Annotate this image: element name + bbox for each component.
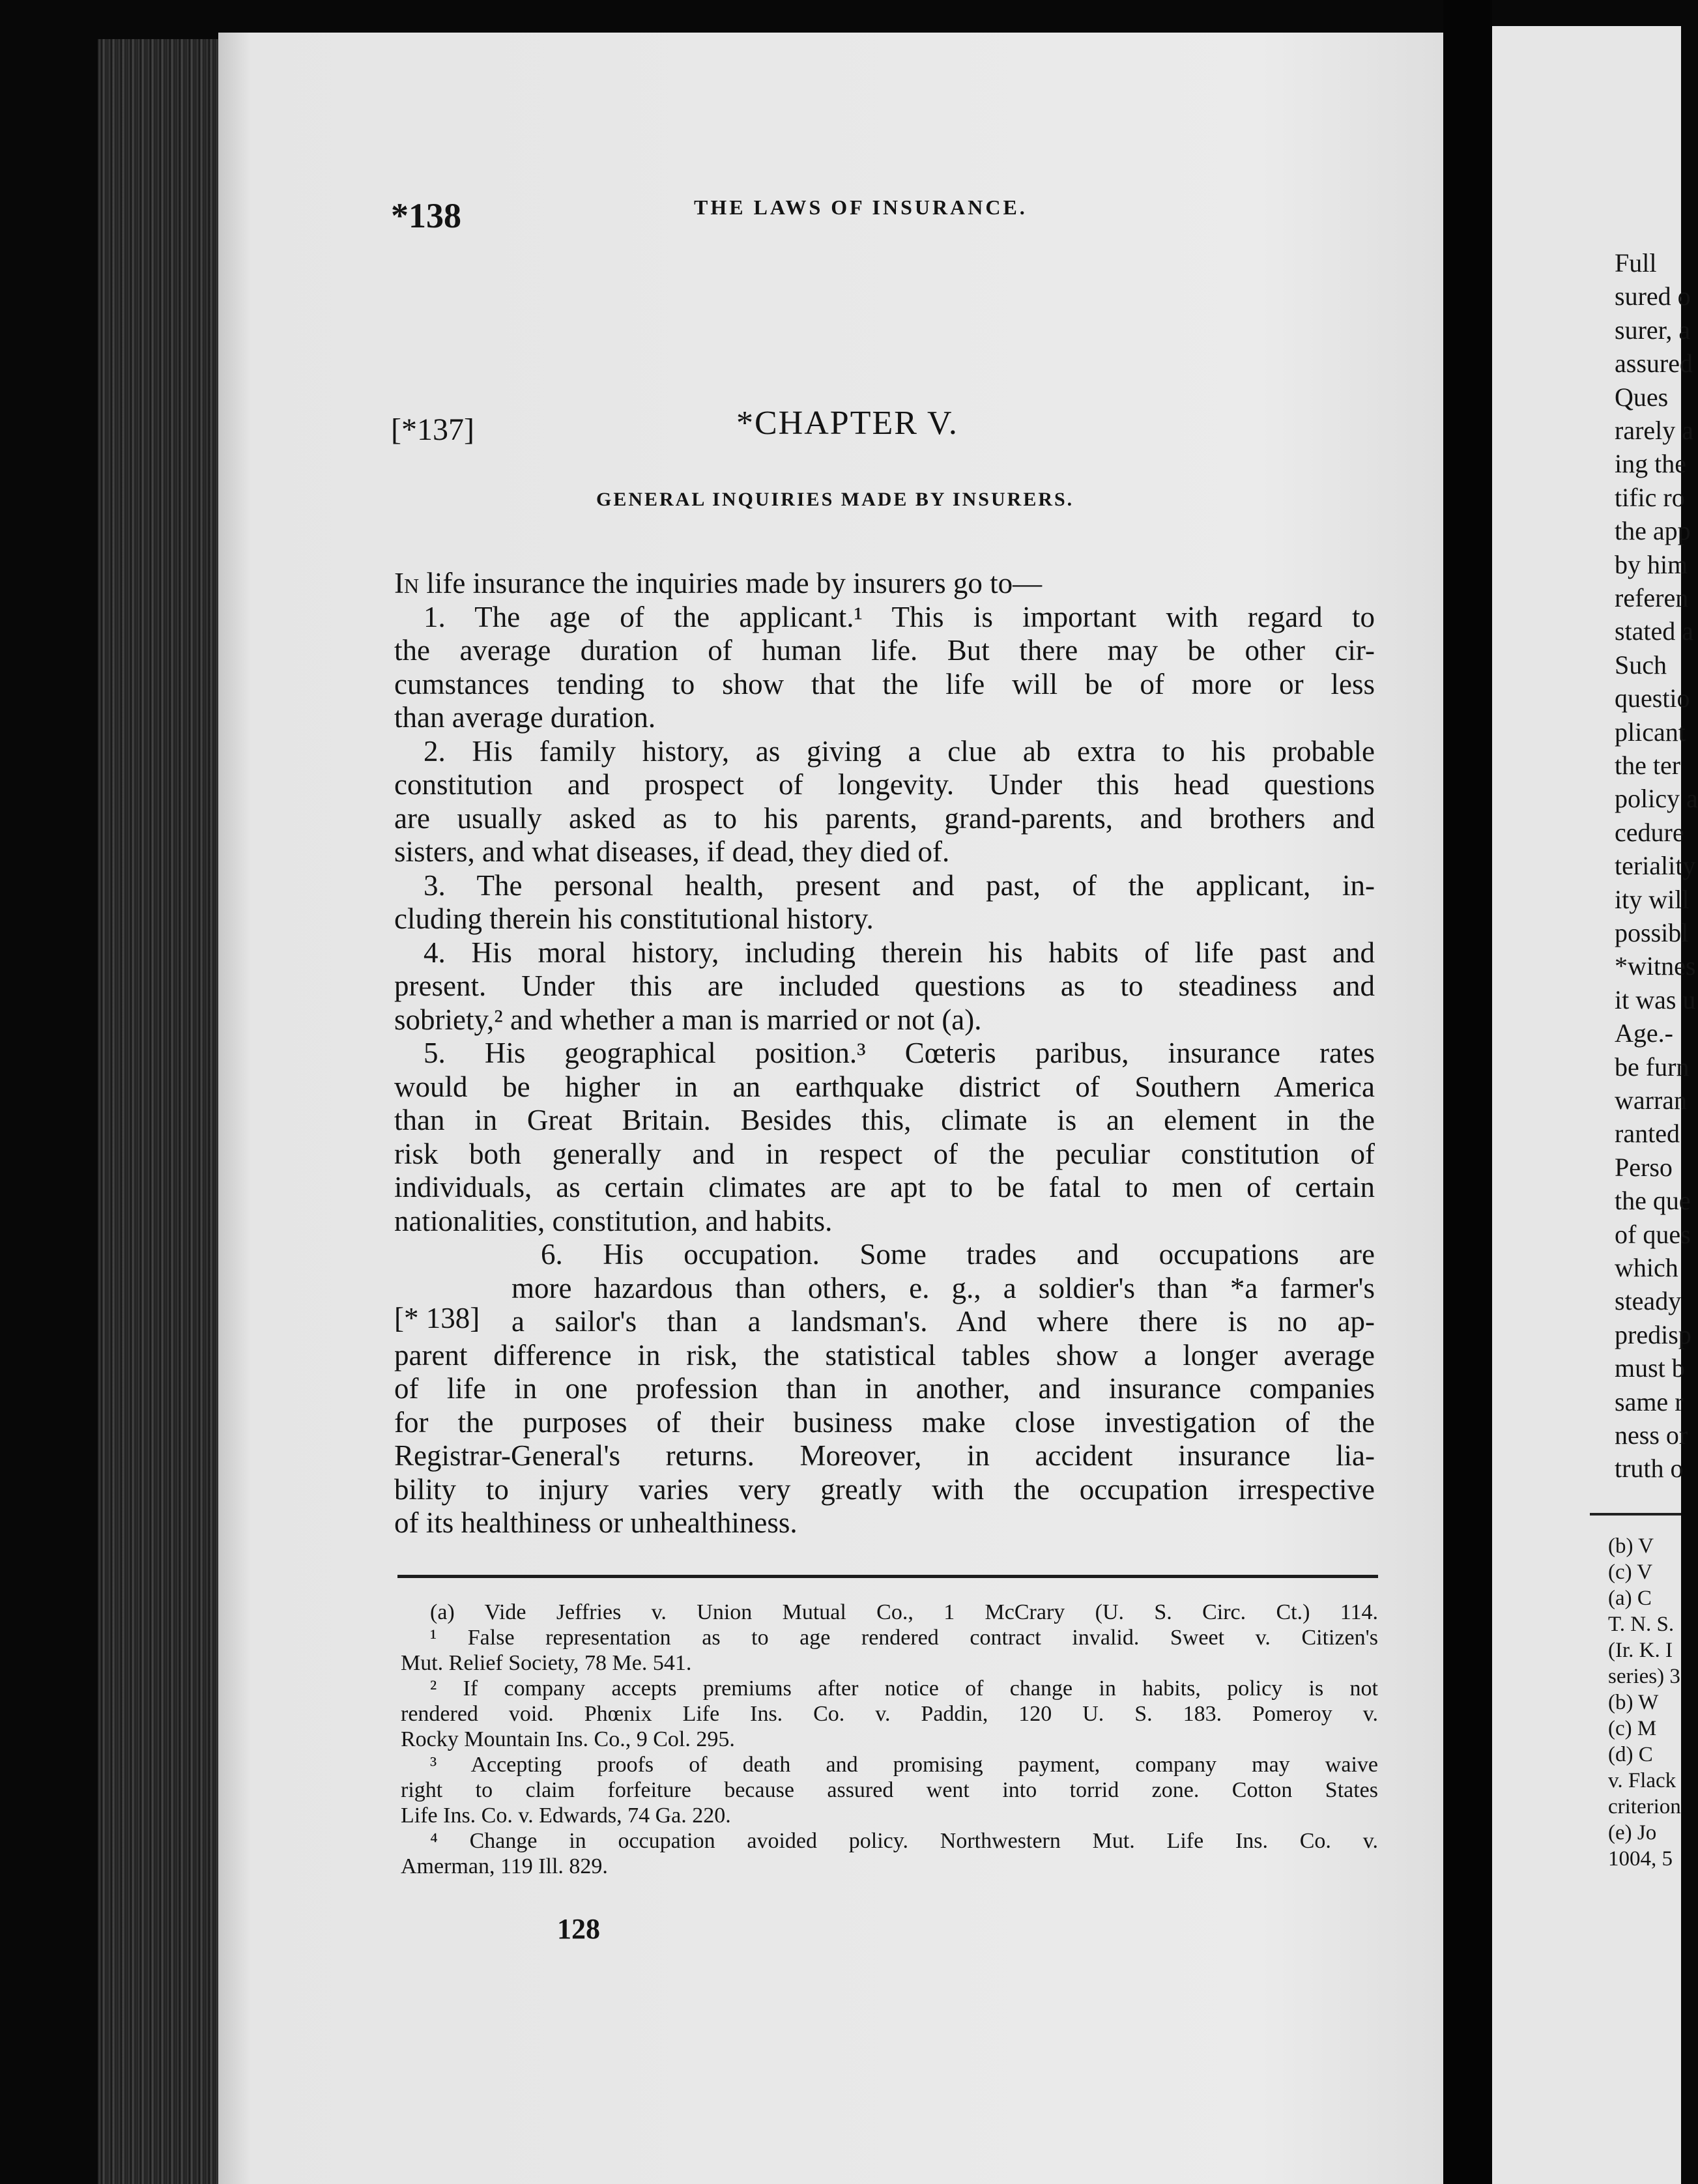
body-line: sobriety,² and whether a man is married or not (a). (394, 1003, 982, 1036)
footnote-line: ¹ False representation as to age rendered contract invalid. Sweet v. Citizen's (430, 1626, 1378, 1650)
body-line: 1. The age of the applicant.¹ This is important with regard to (424, 600, 1375, 633)
footnote-line: (a) Vide Jeffries v. Union Mutual Co., 1 McCrary (U. S. Circ. Ct.) 114. (430, 1600, 1378, 1624)
right-page-line: policy a (1615, 784, 1698, 814)
body-line: than average duration. (394, 701, 656, 734)
right-page-line: questio (1615, 683, 1690, 713)
footnote-line: ³ Accepting proofs of death and promising payment, company may waive (430, 1753, 1378, 1777)
body-line: cluding therein his constitutional history. (394, 902, 874, 935)
right-page-line: plicant (1615, 717, 1686, 747)
body-line: risk both generally and in respect of the peculiar constitution of (394, 1137, 1375, 1170)
right-page-line: must b (1615, 1353, 1685, 1383)
right-page-footnote-rule (1590, 1513, 1681, 1516)
right-page-line: rarely a (1615, 416, 1694, 445)
right-page-line: by him (1615, 549, 1688, 579)
footnote-line: right to claim forfeiture because assured went into torrid zone. Cotton States (401, 1778, 1378, 1802)
right-page-footnote-line: (d) C (1608, 1743, 1653, 1766)
body-line: individuals, as certain climates are apt to be fatal to men of certain (394, 1171, 1375, 1203)
right-page-line: sured o (1615, 281, 1691, 311)
right-page-line: ing the (1615, 449, 1686, 479)
page-number: 128 (557, 1913, 600, 1945)
body-line: 5. His geographical position.³ Cœteris paribus, insurance rates (424, 1037, 1375, 1069)
footnote-line: Mut. Relief Society, 78 Me. 541. (401, 1651, 692, 1675)
right-page-line: assured (1615, 349, 1693, 379)
right-page-footnote-line: series) 3 (1608, 1665, 1680, 1688)
footnote-line: ² If company accepts premiums after notice of change in habits, policy is not (430, 1676, 1378, 1701)
right-page-line: teriality (1615, 851, 1696, 881)
right-page-line: ity will (1615, 884, 1690, 914)
right-page-line: predisp (1615, 1319, 1691, 1349)
right-page-footnote-line: (e) Jo (1608, 1821, 1657, 1845)
body-line: than in Great Britain. Besides this, climate is an element in the (394, 1104, 1375, 1136)
right-page-footnote-line: (Ir. K. I (1608, 1639, 1673, 1662)
body-text (394, 567, 1375, 1540)
body-line: sisters, and what diseases, if dead, they died of. (394, 835, 950, 868)
footnote-line: Rocky Mountain Ins. Co., 9 Col. 295. (401, 1727, 735, 1751)
page-gutter (1443, 0, 1492, 2184)
running-head-folio: *138 (391, 196, 461, 235)
right-page-line: the ter (1615, 751, 1681, 780)
right-page-line: tific ro (1615, 482, 1685, 512)
body-line: for the purposes of their business make close investigation of the (394, 1405, 1375, 1439)
book-binding-edge (98, 39, 225, 2184)
right-page-footnote-line: (b) V (1608, 1534, 1654, 1558)
body-line: In life insurance the inquiries made by insurers go to— (394, 567, 1043, 599)
right-page-line: the que (1615, 1186, 1691, 1216)
body-line: 6. His occupation. Some trades and occupations are (541, 1238, 1375, 1271)
right-page-line: referen (1615, 583, 1689, 612)
footnote-rule (397, 1575, 1378, 1578)
right-page-line: warran (1615, 1085, 1688, 1115)
right-page-line: Such (1615, 650, 1667, 680)
body-line: of its healthiness or unhealthiness. (394, 1506, 798, 1539)
body-line: present. Under this are included questions as to steadiness and (394, 970, 1375, 1002)
body-line: Registrar-General's returns. Moreover, in accident insurance lia- (394, 1439, 1375, 1472)
body-line: 4. His moral history, including therein his habits of life past and (424, 936, 1375, 969)
page-mark-138: [* 138] (394, 1302, 480, 1334)
right-page-footnote-line: criterion (1608, 1795, 1681, 1818)
body-line: bility to injury varies very greatly with the occupation irrespective (394, 1473, 1375, 1506)
right-page-line: possibl (1615, 918, 1689, 947)
right-page-line: of ques (1615, 1219, 1691, 1249)
body-line: parent difference in risk, the statistical tables show a longer average (394, 1338, 1375, 1372)
right-page-footnote-line: (b) W (1608, 1691, 1659, 1714)
footnotes (401, 1600, 1378, 1879)
right-page-footnote-line: (a) C (1608, 1587, 1652, 1610)
body-line: 3. The personal health, present and past, of the applicant, in- (424, 869, 1375, 902)
body-line: cumstances tending to show that the life will be of more or less (394, 667, 1375, 700)
body-line: would be higher in an earthquake district of Southern America (394, 1070, 1375, 1103)
right-page-line: cedure (1615, 817, 1684, 847)
right-page-line: which (1615, 1253, 1678, 1282)
right-page-line: surer, a (1615, 315, 1691, 345)
body-line: the average duration of human life. But there may be other cir- (394, 634, 1375, 667)
right-page-line: Ques (1615, 382, 1669, 412)
right-page-text (1615, 248, 1698, 1518)
section-subtitle: GENERAL INQUIRIES MADE BY INSURERS. (596, 489, 1074, 510)
right-page-line: be furn (1615, 1052, 1690, 1082)
page-mark-137: [*137] (391, 412, 474, 447)
chapter-heading: *CHAPTER V. (736, 405, 958, 442)
right-page-footnote-line: T. N. S. (1608, 1613, 1675, 1636)
footnote-line: ⁴ Change in occupation avoided policy. Northwestern Mut. Life Ins. Co. v. (430, 1829, 1378, 1853)
running-head-title: THE LAWS OF INSURANCE. (694, 195, 1028, 219)
right-page-line: same r (1615, 1387, 1684, 1416)
body-line: are usually asked as to his parents, grand-parents, and brothers and (394, 801, 1375, 835)
right-page-line: Age.- (1615, 1018, 1673, 1048)
right-page-line: stated a (1615, 616, 1694, 646)
right-page-line: Perso (1615, 1152, 1673, 1182)
right-page-footnote-line: (c) M (1608, 1717, 1657, 1740)
footnote-line: Amerman, 119 Ill. 829. (401, 1854, 608, 1878)
body-line: a sailor's than a landsman's. And where there is no ap- (511, 1305, 1375, 1338)
lead-word: In (394, 567, 420, 599)
right-page-line: the app (1615, 516, 1691, 546)
right-page-line: steady (1615, 1286, 1682, 1316)
right-page-line: ranted (1615, 1119, 1680, 1149)
footnote-line: rendered void. Phœnix Life Ins. Co. v. Paddin, 120 U. S. 183. Pomeroy v. (401, 1702, 1378, 1726)
right-page-line: Full (1615, 248, 1657, 278)
body-line: 2. His family history, as giving a clue ab extra to his probable (424, 734, 1375, 768)
body-line: of life in one profession than in another, and insurance companies (394, 1372, 1375, 1405)
right-page-footnotes (1608, 1534, 1681, 1925)
body-line: constitution and prospect of longevity. Under this head questions (394, 768, 1375, 801)
right-page-footnote-line: 1004, 5 (1608, 1847, 1673, 1871)
right-page-line: ness or (1615, 1420, 1688, 1450)
right-page-footnote-line: v. Flack (1608, 1769, 1676, 1792)
body-line: more hazardous than others, e. g., a soldier's than *a farmer's (511, 1271, 1375, 1304)
body-line: nationalities, constitution, and habits. (394, 1204, 833, 1237)
footnote-line: Life Ins. Co. v. Edwards, 74 Ga. 220. (401, 1803, 731, 1828)
right-page-line: truth o (1615, 1454, 1684, 1484)
right-page-line: it was u (1615, 984, 1696, 1014)
right-page-line: *witnes (1615, 951, 1696, 981)
right-page-footnote-line: (c) V (1608, 1560, 1653, 1584)
